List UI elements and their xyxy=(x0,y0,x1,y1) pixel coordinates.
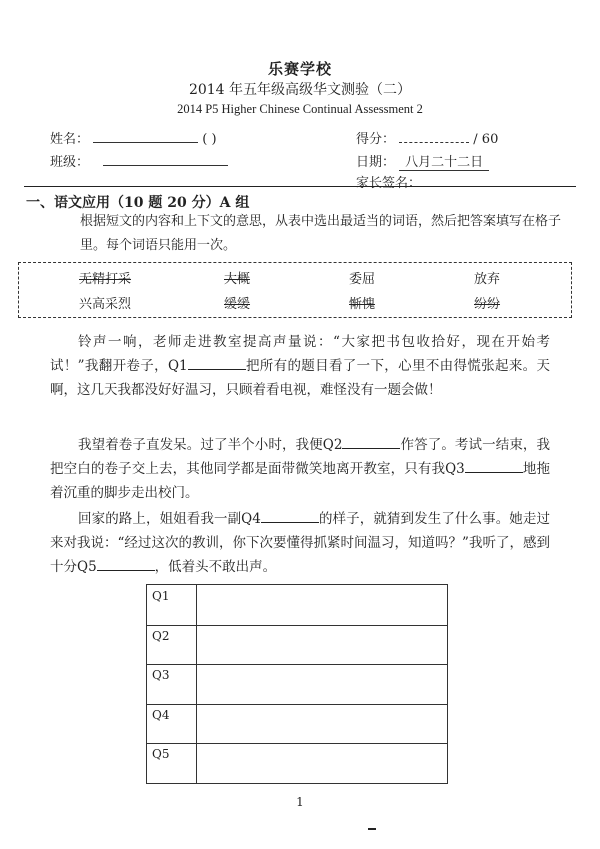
score-label: 得分： xyxy=(356,132,396,147)
date-value: 八月二十二日 xyxy=(399,155,489,171)
score-underline[interactable] xyxy=(399,129,469,143)
class-field[interactable] xyxy=(50,151,228,170)
answer-row-q5[interactable] xyxy=(147,743,447,783)
answer-row-label: Q1 xyxy=(147,585,197,625)
score-field[interactable] xyxy=(356,128,498,147)
answer-row-label: Q4 xyxy=(147,704,197,744)
answer-row-q2[interactable] xyxy=(147,625,447,666)
parent-signature-underline[interactable] xyxy=(433,173,503,187)
name-underline[interactable] xyxy=(93,129,198,143)
name-label: 姓名： xyxy=(50,132,90,147)
passage-text: 地拖着沉重的脚步走出校门。 xyxy=(50,461,551,501)
class-label: 班级： xyxy=(50,155,90,170)
passage-text: ，低着头不敢出声。 xyxy=(154,559,277,575)
answer-row-label: Q5 xyxy=(147,743,197,783)
answer-row-q3[interactable] xyxy=(147,664,447,705)
answer-row-label: Q3 xyxy=(147,664,197,704)
word-bank xyxy=(18,262,572,318)
blank-q2[interactable] xyxy=(342,434,400,449)
blank-label-q5: Q5 xyxy=(77,559,97,575)
score-total: / 60 xyxy=(473,132,499,147)
blank-q4[interactable] xyxy=(261,508,319,523)
word-bank-item: 缓缓 xyxy=(224,297,251,312)
answer-grid xyxy=(146,584,448,784)
passage-paragraph-2 xyxy=(50,433,550,505)
word-bank-item: 委屈 xyxy=(349,272,376,287)
answer-row-q1[interactable] xyxy=(147,585,447,626)
blank-label-q3: Q3 xyxy=(445,461,465,477)
passage-paragraph-3 xyxy=(50,507,550,579)
index-paren: ( ) xyxy=(202,132,217,147)
class-underline[interactable] xyxy=(103,152,228,166)
word-bank-item: 大概 xyxy=(224,272,251,287)
answer-row-label: Q2 xyxy=(147,625,197,665)
blank-label-q1: Q1 xyxy=(167,358,188,374)
passage-text: 的样子，就猜到发生了什么事。她走过来对我说：“经过这次的教训，你下次要懂得抓紧时间温习，知道吗？”我听了，感到十分 xyxy=(50,511,551,575)
word-bank-item: 纷纷 xyxy=(474,297,501,312)
blank-label-q4: Q4 xyxy=(241,511,261,527)
header-divider xyxy=(24,186,576,187)
word-bank-item: 无精打采 xyxy=(79,272,132,287)
blank-q5[interactable] xyxy=(97,556,155,571)
date-label: 日期： xyxy=(356,155,396,170)
parent-signature-field[interactable] xyxy=(356,172,503,191)
passage-paragraph-1 xyxy=(50,330,550,402)
school-name: 乐赛学校 xyxy=(267,60,332,78)
passage-text: 作答了。考试一结束，我把空白的卷子交上去，其他同学都是面带微笑地离开教室，只有我 xyxy=(50,437,551,477)
passage-text: 我望着卷子直发呆。过了半个小时，我便 xyxy=(78,437,323,453)
blank-label-q2: Q2 xyxy=(322,437,343,453)
blank-q1[interactable] xyxy=(188,355,246,370)
passage-text: 把所有的题目看了一下，心里不由得慌张起来。天啊，这几天我都没好好温习，只顾着看电视，难怪没有一题会做！ xyxy=(50,358,551,398)
passage-text: 铃声一响，老师走进教室提高声量说：“大家把书包收拾好，现在开始考试！”我翻开卷子， xyxy=(50,334,550,374)
word-bank-item: 兴高采烈 xyxy=(79,297,132,312)
word-bank-item: 放弃 xyxy=(474,272,501,287)
word-bank-item: 惭愧 xyxy=(349,297,376,312)
blank-q3[interactable] xyxy=(465,458,523,473)
passage-text: 回家的路上，姐姐看我一副 xyxy=(78,511,242,527)
test-title-chinese: 2014 年五年级高级华文测验（二） xyxy=(188,82,412,98)
date-field[interactable] xyxy=(356,151,489,170)
test-title-english: 2014 P5 Higher Chinese Continual Assessment 2 xyxy=(177,102,423,116)
page-number: 1 xyxy=(296,795,304,809)
scan-mark xyxy=(368,828,376,830)
name-field[interactable] xyxy=(50,128,217,147)
section-title: 一、语文应用（10 题 20 分）A 组 xyxy=(26,195,250,211)
parent-signature-label: 家长签名： xyxy=(356,176,422,191)
section-instructions: 根据短文的内容和上下文的意思，从表中选出最适当的词语，然后把答案填写在格子里。每个词语只能用一次。 xyxy=(80,214,562,253)
answer-row-q4[interactable] xyxy=(147,704,447,745)
